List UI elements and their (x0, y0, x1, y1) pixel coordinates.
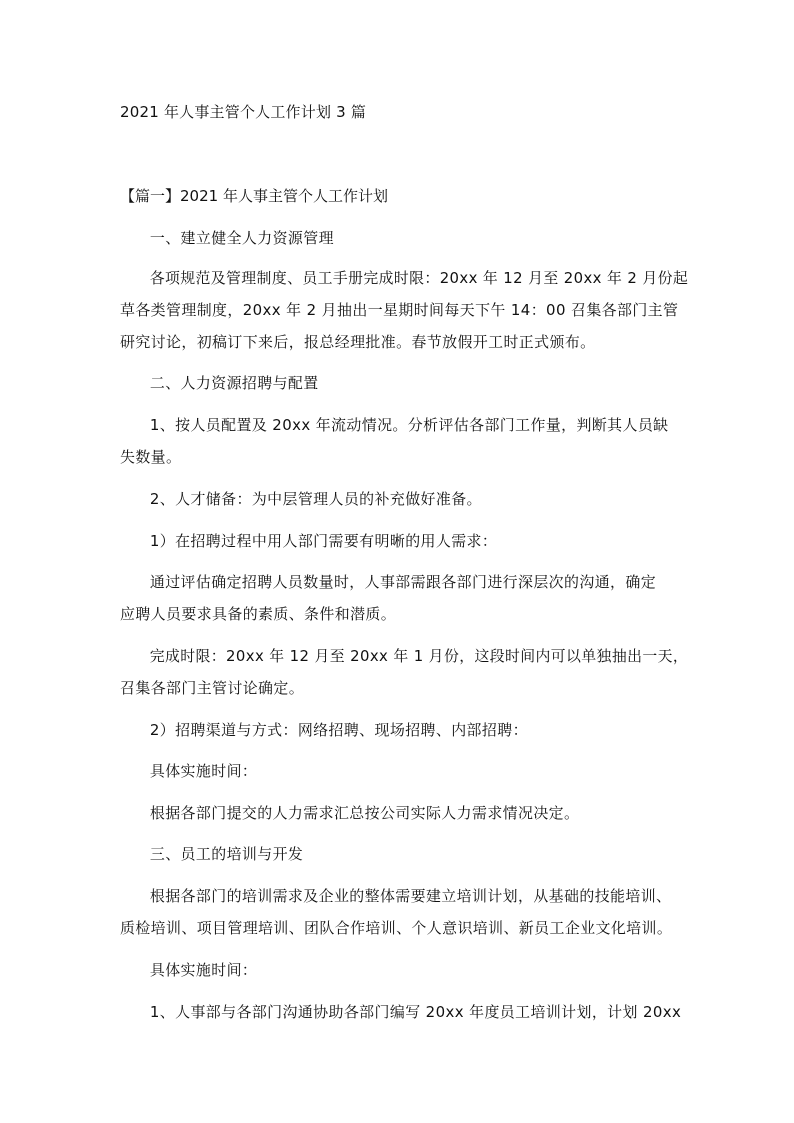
paragraph-text (120, 566, 690, 630)
paragraph-text (120, 262, 690, 358)
paragraph-line: 一、建立健全人力资源管理 (149, 229, 334, 247)
paragraph-text (120, 954, 690, 986)
paragraph-line: 研究讨论，初稿订下来后，报总经理批准。春节放假开工时正式颁布。 (120, 333, 596, 351)
paragraph-line: 具体实施时间： (149, 762, 258, 780)
paragraph-line: 失数量。 (120, 448, 182, 466)
paragraph-text (120, 797, 690, 829)
paragraph-text (120, 755, 690, 787)
paragraph-text (120, 880, 690, 944)
paragraph-line: 质检培训、项目管理培训、团队合作培训、个人意识培训、新员工企业文化培训。 (120, 919, 673, 937)
paragraph-line: 二、人力资源招聘与配置 (149, 374, 319, 392)
paragraph-text (120, 525, 690, 557)
section-heading: 【篇一】2021 年人事主管个人工作计划 (120, 187, 388, 205)
paragraph-text (120, 640, 690, 704)
paragraph-line: 完成时限：20xx 年 12 月至 20xx 年 1 月份，这段时间内可以单独抽出一天， (149, 647, 689, 665)
paragraph-line: 应聘人员要求具备的素质、条件和潜质。 (120, 605, 397, 623)
paragraph-heading-3 (120, 838, 690, 870)
paragraph-line: 具体实施时间： (149, 961, 258, 979)
paragraph-line: 三、员工的培训与开发 (149, 845, 304, 863)
paragraph-heading-1 (120, 222, 690, 254)
paragraph-line: 根据各部门的培训需求及企业的整体需要建立培训计划，从基础的技能培训、 (149, 887, 672, 905)
paragraph-line: 各项规范及管理制度、员工手册完成时限：20xx 年 12 月至 20xx 年 2 月份起 (149, 269, 689, 287)
paragraph-line: 根据各部门提交的人力需求汇总按公司实际人力需求情况决定。 (149, 804, 580, 822)
paragraph-line: 1、按人员配置及 20xx 年流动情况。分析评估各部门工作量，判断其人员缺 (149, 416, 669, 434)
paragraph-text (120, 409, 690, 473)
paragraph-text (120, 483, 690, 515)
paragraph-line: 1、人事部与各部门沟通协助各部门编写 20xx 年度员工培训计划，计划 20xx (149, 1003, 682, 1021)
paragraph-line: 1）在招聘过程中用人部门需要有明晰的用人需求： (149, 532, 498, 550)
paragraph-line: 2、人才储备：为中层管理人员的补充做好准备。 (149, 490, 482, 508)
paragraph-line: 2）招聘渠道与方式：网络招聘、现场招聘、内部招聘： (149, 721, 528, 739)
paragraph-heading-2 (120, 367, 690, 399)
paragraph-text (120, 996, 690, 1028)
paragraph-line: 草各类管理制度，20xx 年 2 月抽出一星期时间每天下午 14：00 召集各部门主管 (120, 301, 679, 319)
document-title: 2021 年人事主管个人工作计划 3 篇 (120, 103, 367, 121)
paragraph-line: 召集各部门主管讨论确定。 (120, 679, 305, 697)
paragraph-line: 通过评估确定招聘人员数量时，人事部需跟各部门进行深层次的沟通，确定 (149, 573, 657, 591)
paragraph-text (120, 714, 690, 746)
